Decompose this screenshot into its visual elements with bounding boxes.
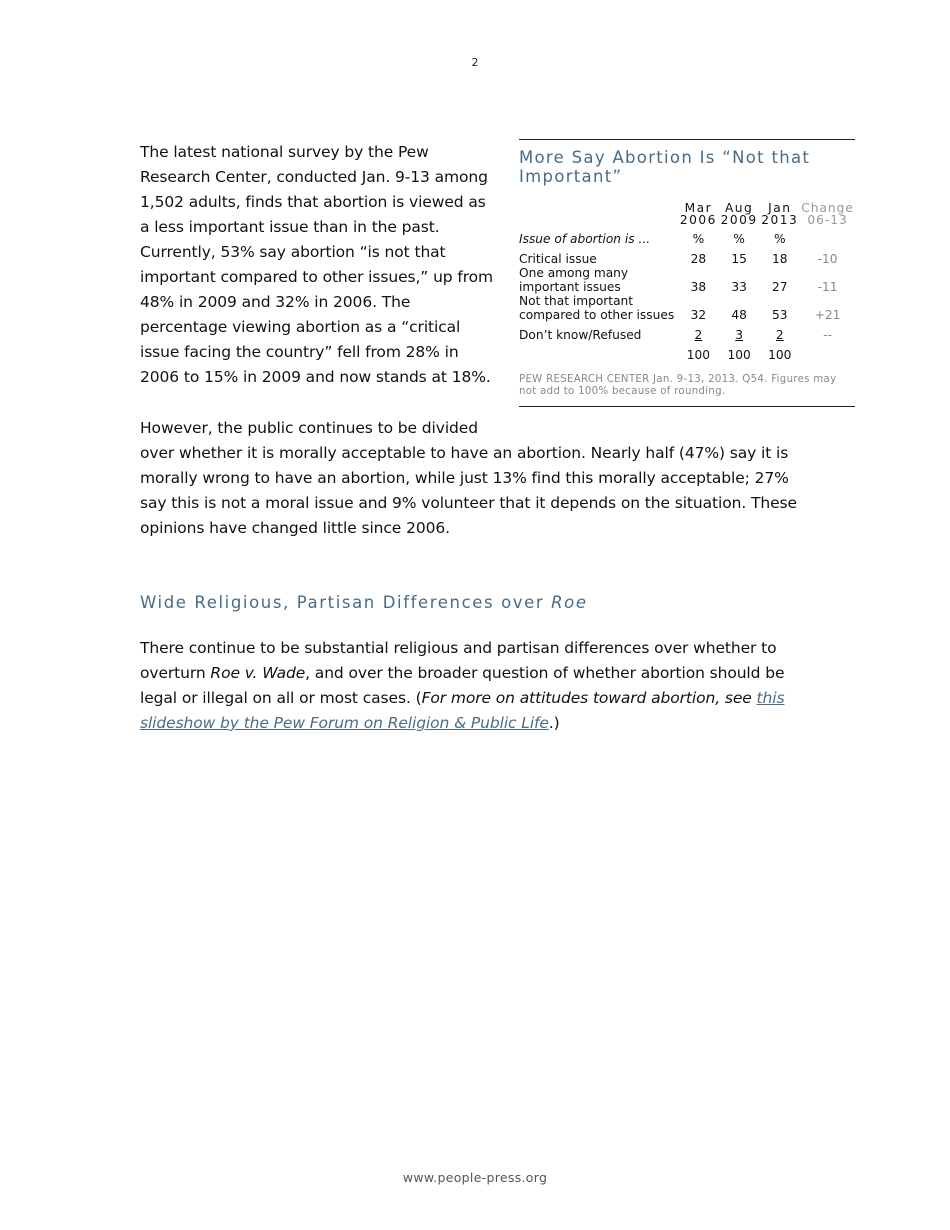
table-total-row [519, 342, 855, 362]
slideshow-link[interactable]: this slideshow by the Pew Forum on Religion & Public Life [140, 689, 785, 732]
table-cell: 28 [690, 252, 707, 266]
table-cell: 100 [768, 348, 792, 362]
section-heading [140, 593, 855, 613]
paragraph-text: However, the public continues to be divided [140, 419, 478, 437]
table-cell: 53 [772, 308, 788, 322]
section-heading-text: Wide Religious, Partisan Differences over [140, 593, 552, 612]
row-label: important issues [519, 280, 621, 294]
table-row [519, 322, 855, 342]
table-cell: -- [823, 328, 832, 342]
table-cell: 100 [727, 348, 751, 362]
table-row [519, 226, 855, 246]
table-row [519, 266, 855, 294]
table-cell: % [774, 232, 786, 246]
paragraph-text: .) [548, 714, 560, 732]
table-cell: 38 [690, 280, 707, 294]
table-cell: +21 [814, 308, 841, 322]
paragraph-text: over whether it is morally acceptable to have an abortion. Nearly half (47%) say it is morally wrong to have an abortion, while just 13% find this morally acceptable; 27% say this is not a moral issue and 9% volunteer that it depends on the situation. These opinions have changed little since 2006. [140, 444, 797, 537]
table-cell: 18 [772, 252, 788, 266]
paragraph: The latest national survey by the Pew Research Center, conducted Jan. 9-13 among 1,502 adults, finds that abortion is viewed as a less important issue than in the past. Currently, 53% say abortion “is not that important compared to other issues,” up from 48% in 2009 and 32% in 2006. The percentage viewing abortion as a “critical issue facing the country” fell from 28% in 2006 to 15% in 2009 and now stands at 18%. [140, 143, 494, 386]
paragraph [140, 416, 805, 541]
table-cell: -10 [817, 252, 838, 266]
section-heading-italic: Roe [551, 593, 588, 612]
table-note: PEW RESEARCH CENTER Jan. 9-13, 2013. Q54. Figures may not add to 100% because of rounding. [519, 374, 837, 397]
table-header-row [519, 202, 855, 226]
table-cell: 3 [735, 328, 743, 342]
table-cell: % [733, 232, 745, 246]
table-row [519, 246, 855, 266]
row-label: One among many [519, 266, 629, 280]
col-header: Mar [684, 201, 713, 215]
table-cell: 100 [686, 348, 711, 362]
col-header: 06-13 [807, 213, 848, 227]
row-label: Not that important [519, 294, 634, 308]
col-header: 2009 [720, 213, 758, 227]
table-cell: 33 [731, 280, 747, 294]
table-cell: 2 [694, 328, 703, 342]
page-number: 2 [471, 56, 479, 69]
survey-table [519, 202, 855, 362]
col-header: Aug [724, 201, 754, 215]
col-header: 2013 [761, 213, 799, 227]
table-cell: 2 [775, 328, 784, 342]
paragraph-italic: For more on attitudes toward abortion, see [421, 689, 757, 707]
paragraph [140, 636, 800, 736]
row-label: Critical issue [519, 252, 597, 266]
row-label: Don’t know/Refused [519, 328, 642, 342]
table-cell: % [692, 232, 705, 246]
table-cell: 27 [772, 280, 788, 294]
table-cell: -11 [817, 280, 838, 294]
question-label: Issue of abortion is ... [519, 232, 651, 246]
paragraph-text: There continue to be substantial religious and partisan differences over whether to overturn [140, 639, 777, 682]
col-header: 2006 [679, 213, 717, 227]
case-name: Roe v. Wade [210, 664, 306, 682]
footer-url: www.people-press.org [402, 1170, 548, 1185]
col-header: Change [801, 201, 854, 215]
table-row [519, 294, 855, 322]
table-cell: 32 [690, 308, 707, 322]
table-cell: 48 [731, 308, 747, 322]
col-header: Jan [768, 201, 792, 215]
row-label: compared to other issues [519, 308, 675, 322]
document-body [140, 140, 855, 736]
paragraph-text: , and over the broader question of whether abortion should be legal or illegal on all or most cases. ( [140, 664, 785, 707]
table-title: More Say Abortion Is “Not that Important” [519, 148, 811, 186]
survey-table-box [519, 139, 855, 407]
table-cell: 15 [731, 252, 747, 266]
